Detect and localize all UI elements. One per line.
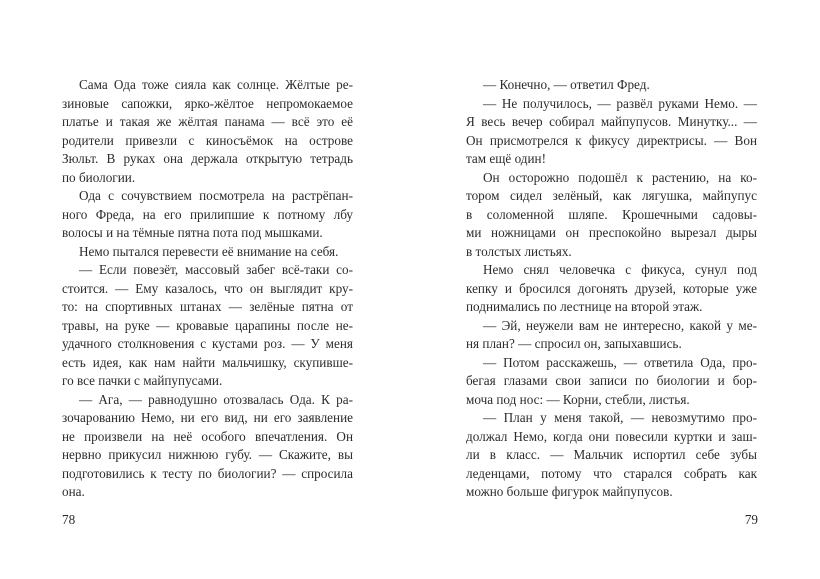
text-line: ми ножницами он преспокойно вырезал дыры bbox=[466, 225, 757, 240]
page-number-right: 79 bbox=[744, 512, 758, 527]
text-line: — Если повезёт, массовый забег всё-таки со- bbox=[79, 262, 353, 277]
text-line: травы, на руке — кровавые царапины после не- bbox=[62, 317, 353, 333]
text-line: Немо снял человечка с фикуса, сунул под bbox=[483, 262, 757, 277]
text-line: по биологии. bbox=[62, 169, 136, 185]
text-line: — Конечно, — ответил Фред. bbox=[483, 77, 650, 92]
text-line: моча под нос: — Корни, стебли, листья. bbox=[466, 391, 690, 407]
text-line: тором сидел зелёный, как лягушка, майпупус bbox=[466, 188, 757, 203]
text-line: ня план? — спросил он, запыхавшись. bbox=[466, 336, 682, 351]
text-line: зочарованию Немо, ни его вид, ни его заявление bbox=[62, 410, 353, 425]
text-line: Сама Ода тоже сияла как солнце. Жёлтые ре- bbox=[79, 77, 353, 92]
text-line: должал Немо, когда они повесили куртки и заш- bbox=[466, 428, 757, 444]
text-line: Он осторожно подошёл к растению, на ко- bbox=[483, 169, 757, 185]
text-line: Немо пытался перевести её внимание на себя. bbox=[79, 243, 339, 259]
left-page-text bbox=[62, 76, 353, 502]
text-line: не произвели на неё особого впечатления. Он bbox=[62, 428, 353, 444]
text-line: кепку и бросился догонять друзей, которые уже bbox=[466, 280, 757, 296]
text-line: стоится. — Ему казалось, что он выглядит кру- bbox=[62, 280, 353, 296]
page-number-left: 78 bbox=[62, 512, 76, 527]
text-line: платье и такая же жёлтая панама — всё это её bbox=[62, 114, 353, 129]
text-line: можно больше фигурок майпупусов. bbox=[466, 484, 673, 499]
text-line: удачного столкновения с кустами роз. — У меня bbox=[62, 336, 353, 351]
text-line: есть идея, как нам найти мальчишку, скупивше- bbox=[62, 354, 353, 370]
text-line: — План у меня такой, — невозмутимо про- bbox=[483, 410, 757, 425]
right-page-text bbox=[466, 76, 757, 502]
text-line: Он присмотрелся к фикусу директрисы. — Вон bbox=[466, 132, 757, 148]
text-line: го все пачки с майпупусами. bbox=[62, 373, 223, 388]
text-line: Я весь вечер собирал майпупусов. Минутку... — bbox=[466, 114, 757, 129]
text-line: поднимались по лестнице на второй этаж. bbox=[466, 299, 703, 314]
text-line: волосы и на тёмные пятна пота под мышками. bbox=[62, 225, 323, 240]
text-line: нервно прикусил нижнюю губу. — Скажите, вы bbox=[62, 447, 353, 462]
text-line: зиновые сапожки, ярко-жёлтое непромокаемое bbox=[62, 95, 353, 111]
text-line: бегая глазами свои записи по биологии и бор- bbox=[466, 373, 757, 388]
text-line: Ода с сочувствием посмотрела на растрёпан- bbox=[79, 188, 353, 203]
text-line: подготовились к тесту по биологии? — спросила bbox=[62, 465, 353, 481]
text-line: там ещё один! bbox=[466, 151, 547, 166]
text-line: она. bbox=[62, 484, 85, 499]
text-line: — Ага, — равнодушно отозвалась Ода. К ра- bbox=[79, 391, 353, 407]
text-line: в толстых листьях. bbox=[466, 243, 572, 259]
text-line: Зюльт. В руках она держала открытую тетрадь bbox=[62, 151, 353, 166]
text-line: — Не получилось, — развёл руками Немо. — bbox=[483, 95, 757, 111]
text-line: леденцами, потому что старался собрать как bbox=[466, 465, 757, 481]
text-line: ли в класс. — Мальчик испортил себе зубы bbox=[466, 447, 757, 462]
text-line: родители привезли с киносъёмок на острове bbox=[62, 132, 353, 148]
text-line: в соломенной шляпе. Крошечными садовы- bbox=[466, 206, 757, 222]
text-line: то: на спортивных штанах — зелёные пятна от bbox=[62, 299, 353, 314]
text-line: ного Фреда, на его прилипшие к потному лбу bbox=[62, 206, 353, 222]
text-line: — Эй, неужели вам не интересно, какой у ме- bbox=[483, 317, 757, 333]
text-line: — Потом расскажешь, — ответила Ода, про- bbox=[483, 354, 757, 370]
